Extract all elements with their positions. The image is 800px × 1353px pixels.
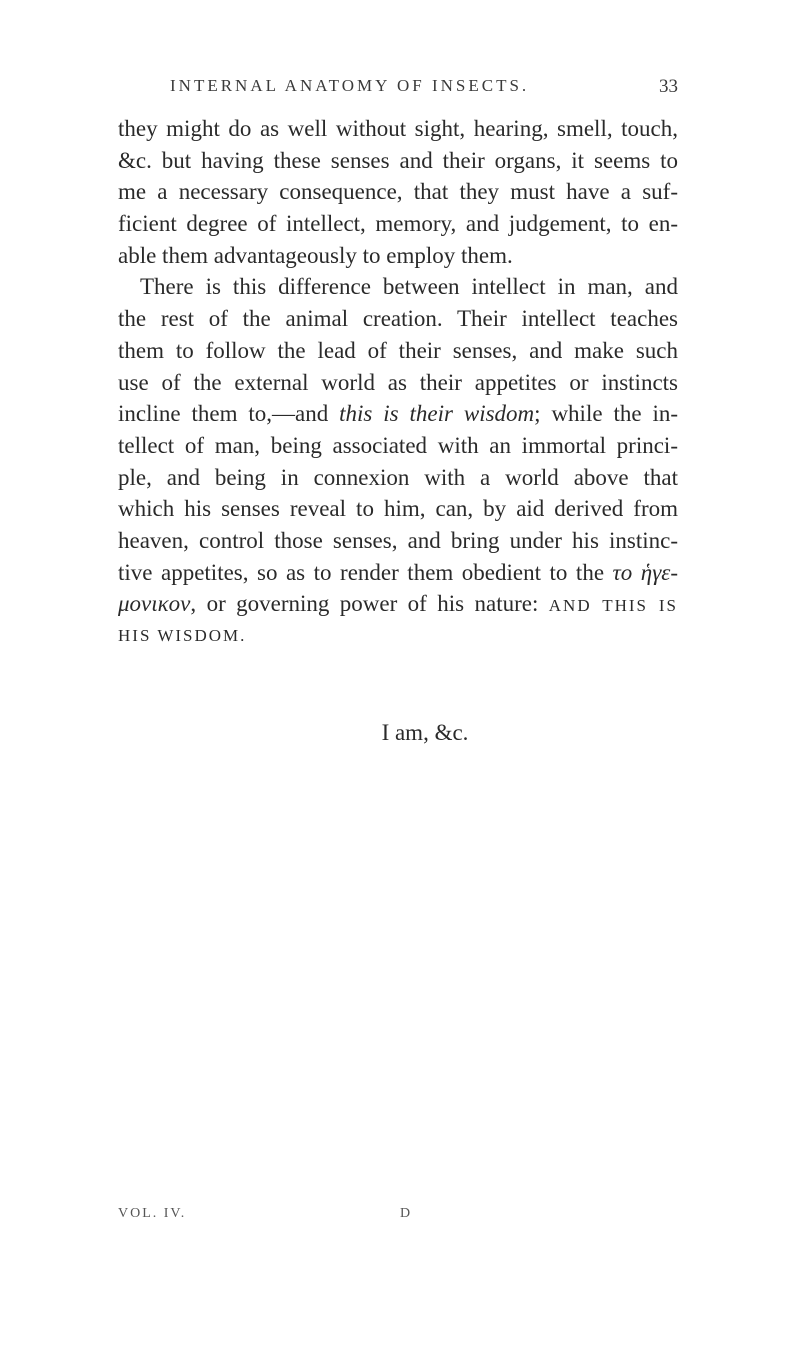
text-line: me a necessary consequence, that they must have a suf- [118, 179, 678, 205]
text-line: use of the external world as their appetites or instincts [118, 369, 678, 395]
text-segment: , or governing power of his nature: [190, 591, 549, 617]
text-line: they might do as well without sight, hearing, smell, touch, [118, 116, 678, 141]
small-caps-phrase: AND THIS IS [548, 596, 678, 616]
text-line: them to follow the lead of their senses, and make such [118, 337, 678, 363]
text-line: tellect of man, being associated with an immortal princi- [118, 432, 678, 458]
text-line [118, 588, 678, 620]
text-segment: tive appetites, so as to render them obedient to the [118, 559, 613, 585]
greek-phrase: μονικον [118, 591, 191, 617]
text-line: ple, and being in connexion with a world above that [118, 464, 678, 490]
text-line: heaven, control those senses, and bring under his instinc- [118, 527, 678, 553]
text-line [118, 557, 678, 589]
small-caps-line: HIS WISDOM. [118, 626, 247, 645]
page-footer [118, 1206, 678, 1230]
text-line: ficient degree of intellect, memory, and judgement, to en- [118, 211, 678, 237]
text-line: &c. but having these senses and their organs, it seems to [118, 147, 678, 173]
text-line: There is this difference between intellect in man, and [140, 274, 678, 300]
italic-phrase: this is their wisdom [339, 401, 535, 427]
running-title: INTERNAL ANATOMY OF INSECTS. [170, 76, 530, 95]
text-line: the rest of the animal creation. Their intellect teaches [118, 306, 678, 332]
text-segment: incline them to,—and [118, 401, 340, 427]
signoff: I am, &c. [381, 720, 469, 745]
signature-mark: D [400, 1206, 413, 1221]
text-line: which his senses reveal to him, can, by aid derived from [118, 496, 678, 522]
volume-label: VOL. IV. [118, 1206, 187, 1221]
running-header [118, 76, 678, 100]
text-segment: ; while the in- [534, 401, 678, 427]
text-line: able them advantageously to employ them. [118, 242, 513, 268]
greek-phrase: το ἡγε- [612, 559, 678, 585]
page-number: 33 [659, 76, 678, 97]
body-text [118, 113, 678, 652]
text-line [118, 398, 678, 430]
